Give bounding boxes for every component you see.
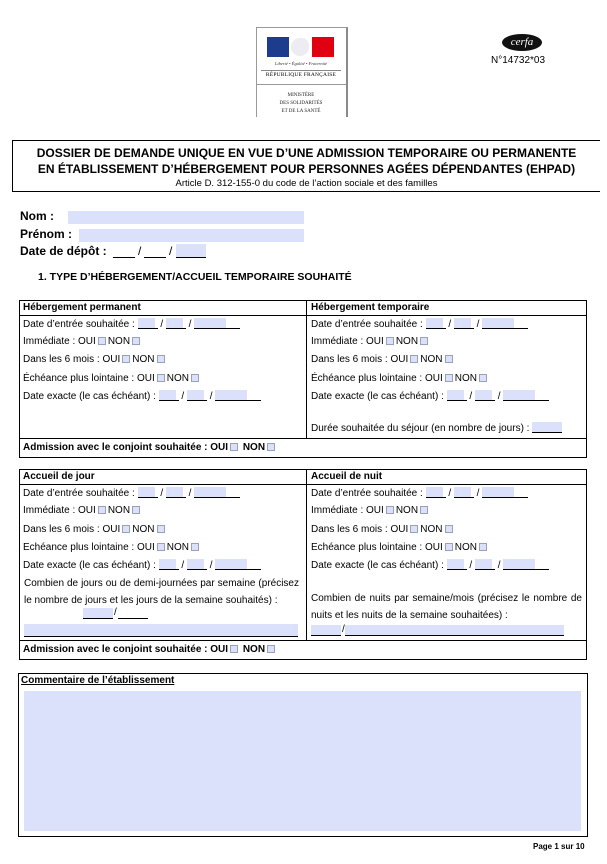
nuit-date-exacte-month[interactable] — [475, 559, 495, 570]
echeance-label: Échéance plus lointaine : OUI — [23, 373, 155, 384]
hebergement-conjoint-non-checkbox[interactable] — [267, 443, 275, 451]
jour-6mois-non-checkbox[interactable] — [157, 525, 165, 533]
nuit-immediate-oui-checkbox[interactable] — [386, 506, 394, 514]
comment-box — [18, 673, 588, 837]
temp-date-exacte — [311, 390, 549, 402]
temp-immediate — [311, 336, 430, 347]
perm-immediate-non-checkbox[interactable] — [132, 337, 140, 345]
conjoint-label: Admission avec le conjoint souhaitée : OUI — [23, 644, 229, 655]
jour-date-exacte-day[interactable] — [159, 559, 179, 570]
section-1-title: 1. TYPE D’HÉBERGEMENT/ACCUEIL TEMPORAIRE SOUHAITÉ — [38, 271, 352, 283]
perm-date-entree-month[interactable] — [166, 318, 186, 329]
date-exacte-label: Date exacte (le cas échéant) : — [311, 391, 444, 402]
perm-date-exacte-day[interactable] — [159, 390, 179, 401]
echeance-label: Echéance plus lointaine : OUI — [311, 542, 443, 553]
comment-field[interactable] — [24, 691, 581, 831]
date-exacte-label: Date exacte (le cas échéant) : — [311, 560, 444, 571]
jour-details-field[interactable] — [24, 624, 298, 637]
ministry-line: MINISTÈRE — [287, 93, 315, 98]
nuit-date-entree-year[interactable] — [482, 487, 528, 498]
jour-echeance-oui-checkbox[interactable] — [157, 543, 165, 551]
perm-echeance-non-checkbox[interactable] — [191, 374, 199, 382]
accueil-conjoint — [23, 644, 277, 655]
logo-motto: Liberté • Égalité • Fraternité — [274, 61, 328, 66]
dans-6-mois-label: Dans les 6 mois : OUI — [311, 354, 409, 365]
non-label: NON — [107, 336, 131, 347]
logo-republic: RÉPUBLIQUE FRANÇAISE — [261, 70, 341, 78]
jour-date-exacte — [23, 559, 261, 571]
logo-ministry — [261, 92, 341, 116]
date-sep: / — [497, 391, 501, 402]
date-entree-label: Date d’entrée souhaitée : — [23, 319, 135, 330]
jour-6mois-oui-checkbox[interactable] — [122, 525, 130, 533]
nuit-nb-field[interactable] — [311, 625, 341, 636]
date-sep: / — [448, 488, 452, 499]
date-sep: / — [476, 488, 480, 499]
hebergement-permanent-title: Hébergement permanent — [23, 302, 141, 313]
non-label: NON — [242, 442, 266, 453]
ministry-line: ET DE LA SANTÉ — [281, 109, 321, 114]
jour-immediate — [23, 505, 142, 516]
date-sep: / — [160, 488, 164, 499]
jour-echeance — [23, 542, 201, 553]
nuit-immediate-non-checkbox[interactable] — [420, 506, 428, 514]
perm-date-entree — [23, 318, 240, 330]
accueil-conjoint-non-checkbox[interactable] — [267, 645, 275, 653]
date-sep: / — [181, 560, 185, 571]
duree-label: Durée souhaitée du séjour (en nombre de jours) : — [311, 423, 530, 434]
perm-date-entree-day[interactable] — [138, 318, 158, 329]
date-sep: / — [169, 244, 173, 258]
perm-6mois-oui-checkbox[interactable] — [122, 355, 130, 363]
jour-echeance-non-checkbox[interactable] — [191, 543, 199, 551]
nuit-question: Combien de nuits par semaine/mois (précisez le nombre de nuits et les nuits de la semaine souhaitées) : — [311, 593, 582, 621]
perm-date-exacte-year[interactable] — [215, 390, 261, 401]
temp-duree — [311, 422, 562, 434]
jour-date-exacte-year[interactable] — [215, 559, 261, 570]
accueil-conjoint-oui-checkbox[interactable] — [230, 645, 238, 653]
temp-duree-field[interactable] — [532, 422, 562, 433]
perm-6mois-non-checkbox[interactable] — [157, 355, 165, 363]
non-label: NON — [242, 644, 266, 655]
date-sep: / — [209, 560, 213, 571]
jour-6mois — [23, 524, 167, 535]
immediate-label: Immédiate : OUI — [23, 505, 96, 516]
perm-date-exacte-month[interactable] — [187, 390, 207, 401]
temp-echeance — [311, 373, 489, 384]
non-label: NON — [132, 354, 155, 365]
nuit-6mois-non-checkbox[interactable] — [445, 525, 453, 533]
perm-echeance — [23, 373, 201, 384]
jour-date-exacte-month[interactable] — [187, 559, 207, 570]
echeance-label: Echéance plus lointaine : OUI — [23, 542, 155, 553]
nuit-date-exacte — [311, 559, 549, 571]
perm-echeance-oui-checkbox[interactable] — [157, 374, 165, 382]
temp-echeance-non-checkbox[interactable] — [479, 374, 487, 382]
document-title-line-1: DOSSIER DE DEMANDE UNIQUE EN VUE D’UNE ADMISSION TEMPORAIRE OU PERMANENTE — [36, 146, 577, 160]
document-title-box — [12, 140, 600, 192]
french-flag-icon — [267, 37, 334, 57]
jour-question: Combien de jours ou de demi-journées par semaine (précisez le nombre de jours et les jours de la semaine souhaités) : — [24, 578, 299, 606]
nuit-echeance-non-checkbox[interactable] — [479, 543, 487, 551]
cerfa-logo: cerfa — [502, 34, 542, 51]
accueil-nuit-title: Accueil de nuit — [311, 471, 383, 482]
date-entree-label: Date d’entrée souhaitée : — [311, 319, 423, 330]
temp-date-entree-day[interactable] — [426, 318, 446, 329]
jour-date-entree-year[interactable] — [194, 487, 240, 498]
jour-nb-field[interactable] — [83, 608, 113, 619]
date-sep: / — [188, 488, 192, 499]
date-sep: / — [342, 624, 345, 635]
hebergement-conjoint — [23, 442, 277, 453]
nuit-6mois — [311, 524, 455, 535]
perm-date-entree-year[interactable] — [194, 318, 240, 329]
date-sep: / — [448, 319, 452, 330]
ministry-line: DES SOLIDARITÉS — [279, 101, 323, 106]
date-sep: / — [476, 319, 480, 330]
nuit-6mois-oui-checkbox[interactable] — [410, 525, 418, 533]
date-sep: / — [469, 560, 473, 571]
temp-immediate-oui-checkbox[interactable] — [386, 337, 394, 345]
non-label: NON — [420, 354, 443, 365]
jour-date-entree — [23, 487, 240, 499]
jour-date-entree-month[interactable] — [166, 487, 186, 498]
temp-immediate-non-checkbox[interactable] — [420, 337, 428, 345]
date-entree-label: Date d’entrée souhaitée : — [311, 488, 423, 499]
jour-immediate-oui-checkbox[interactable] — [98, 506, 106, 514]
prenom-field[interactable] — [79, 229, 304, 242]
nuit-date-entree — [311, 487, 528, 499]
date-sep: / — [188, 319, 192, 330]
hebergement-temporaire-title: Hébergement temporaire — [311, 302, 430, 313]
dans-6-mois-label: Dans les 6 mois : OUI — [311, 524, 409, 535]
temp-date-exacte-year[interactable] — [503, 390, 549, 401]
marianne-profile-icon — [291, 38, 309, 56]
immediate-label: Immédiate : OUI — [311, 505, 384, 516]
dans-6-mois-label: Dans les 6 mois : OUI — [23, 354, 121, 365]
date-sep: / — [138, 244, 142, 258]
non-label: NON — [107, 505, 131, 516]
immediate-label: Immédiate : OUI — [311, 336, 384, 347]
echeance-label: Échéance plus lointaine : OUI — [311, 373, 443, 384]
non-label: NON — [420, 524, 443, 535]
cerfa-number: N°14732*03 — [491, 55, 546, 66]
republique-francaise-logo — [256, 27, 348, 117]
temp-6mois — [311, 354, 455, 365]
nom-field[interactable] — [68, 211, 304, 224]
temp-6mois-oui-checkbox[interactable] — [410, 355, 418, 363]
non-label: NON — [454, 373, 477, 384]
nuit-echeance-oui-checkbox[interactable] — [445, 543, 453, 551]
immediate-label: Immédiate : OUI — [23, 336, 96, 347]
date-sep: / — [181, 391, 185, 402]
date-sep: / — [160, 319, 164, 330]
perm-immediate — [23, 336, 142, 347]
temp-date-entree — [311, 318, 528, 330]
non-label: NON — [166, 542, 189, 553]
date-sep: / — [209, 391, 213, 402]
nuit-date-entree-day[interactable] — [426, 487, 446, 498]
temp-6mois-non-checkbox[interactable] — [445, 355, 453, 363]
date-depot-month[interactable] — [144, 246, 166, 258]
date-sep: / — [497, 560, 501, 571]
prenom-label: Prénom : — [20, 227, 73, 241]
jour-immediate-non-checkbox[interactable] — [132, 506, 140, 514]
non-label: NON — [132, 524, 155, 535]
nuit-date-entree-month[interactable] — [454, 487, 474, 498]
date-exacte-label: Date exacte (le cas échéant) : — [23, 560, 156, 571]
conjoint-label: Admission avec le conjoint souhaitée : OUI — [23, 442, 229, 453]
date-depot-year[interactable] — [176, 246, 206, 258]
non-label: NON — [395, 505, 419, 516]
jour-date-entree-day[interactable] — [138, 487, 158, 498]
temp-date-entree-year[interactable] — [482, 318, 528, 329]
document-subtitle: Article D. 312-155-0 du code de l’action sociale et des familles — [175, 178, 438, 189]
non-label: NON — [395, 336, 419, 347]
temp-date-entree-month[interactable] — [454, 318, 474, 329]
page-number: Page 1 sur 10 — [533, 842, 585, 851]
nuit-details-field[interactable] — [345, 625, 564, 636]
temp-date-exacte-month[interactable] — [475, 390, 495, 401]
jour-jours-field[interactable] — [118, 608, 148, 619]
hebergement-conjoint-oui-checkbox[interactable] — [230, 443, 238, 451]
non-label: NON — [166, 373, 189, 384]
nuit-immediate — [311, 505, 430, 516]
perm-6mois — [23, 354, 167, 365]
date-depot-day[interactable] — [113, 246, 135, 258]
temp-date-exacte-day[interactable] — [447, 390, 467, 401]
date-sep: / — [114, 607, 117, 618]
temp-echeance-oui-checkbox[interactable] — [445, 374, 453, 382]
accueil-jour-title: Accueil de jour — [23, 471, 95, 482]
perm-immediate-oui-checkbox[interactable] — [98, 337, 106, 345]
comment-title: Commentaire de l’établissement — [21, 675, 175, 686]
non-label: NON — [454, 542, 477, 553]
dans-6-mois-label: Dans les 6 mois : OUI — [23, 524, 121, 535]
perm-date-exacte — [23, 390, 261, 402]
document-title-line-2: EN ÉTABLISSEMENT D’HÉBERGEMENT POUR PERSONNES AGÉES DÉPENDANTES (EHPAD) — [37, 162, 576, 176]
date-exacte-label: Date exacte (le cas échéant) : — [23, 391, 156, 402]
date-depot-label: Date de dépôt : — [20, 244, 107, 258]
nuit-date-exacte-year[interactable] — [503, 559, 549, 570]
date-entree-label: Date d’entrée souhaitée : — [23, 488, 135, 499]
nuit-date-exacte-day[interactable] — [447, 559, 467, 570]
nuit-echeance — [311, 542, 489, 553]
nom-label: Nom : — [20, 209, 54, 223]
date-sep: / — [469, 391, 473, 402]
